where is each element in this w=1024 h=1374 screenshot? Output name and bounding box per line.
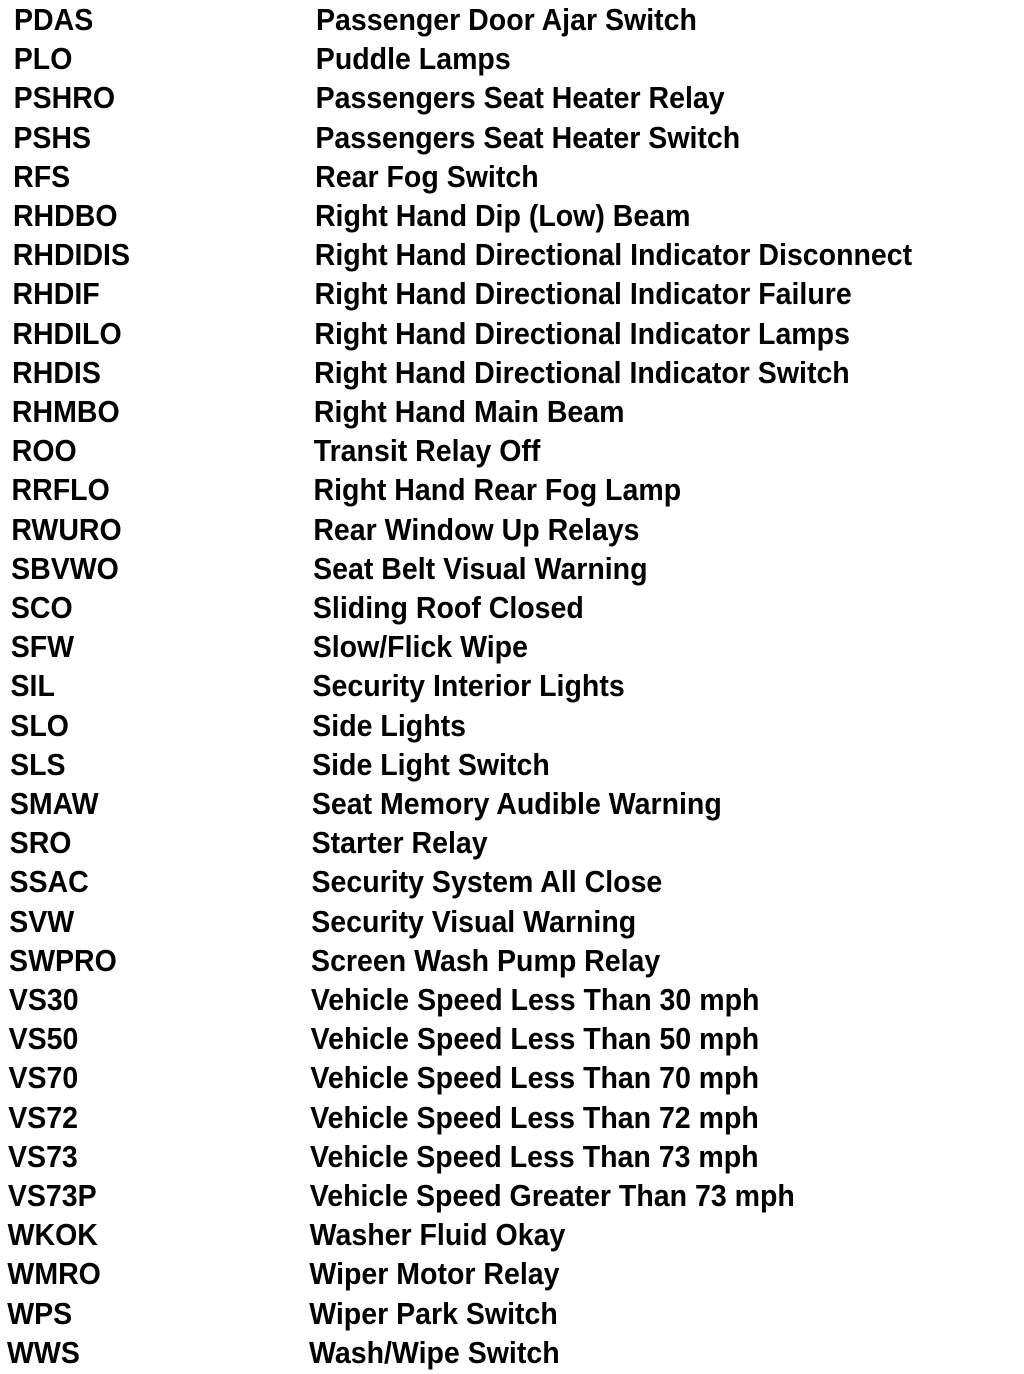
definition: Right Hand Directional Indicator Disconnect [314, 237, 913, 273]
definition: Transit Relay Off [313, 433, 541, 469]
definition: Screen Wash Pump Relay [311, 942, 661, 978]
abbreviation: SCO [10, 590, 73, 625]
abbreviation: PDAS [13, 2, 94, 37]
glossary-row [0, 510, 1024, 549]
glossary-row [0, 1176, 1024, 1215]
glossary-row [0, 314, 1024, 353]
glossary-row [0, 745, 1024, 784]
glossary-row [0, 941, 1024, 980]
abbreviation: RHDILO [12, 315, 122, 351]
definition: Slow/Flick Wipe [312, 629, 528, 665]
glossary-row [0, 549, 1024, 588]
abbreviation: VS70 [8, 1060, 79, 1096]
definition: Security System All Close [311, 864, 663, 900]
abbreviation: WKOK [7, 1217, 98, 1253]
abbreviation: VS50 [8, 1021, 79, 1057]
glossary-row [0, 588, 1024, 627]
glossary-row [0, 39, 1024, 78]
definition: Seat Memory Audible Warning [311, 786, 722, 821]
glossary-row [0, 706, 1024, 745]
definition: Passengers Seat Heater Relay [315, 80, 725, 116]
abbreviation: VS72 [8, 1099, 78, 1135]
definition: Vehicle Speed Less Than 30 mph [310, 982, 760, 1017]
glossary-row [0, 666, 1024, 705]
abbreviation: RHMBO [11, 394, 120, 429]
abbreviation: RRFLO [11, 472, 110, 508]
glossary-row [0, 235, 1024, 274]
definition: Side Lights [312, 707, 466, 743]
abbreviation: PLO [13, 41, 73, 77]
glossary-row [0, 862, 1024, 901]
glossary-row [0, 627, 1024, 666]
definition: Vehicle Speed Less Than 72 mph [310, 1099, 759, 1135]
definition: Rear Fog Switch [315, 158, 539, 194]
abbreviation: SFW [10, 629, 75, 665]
abbreviation: SIL [10, 668, 55, 704]
abbreviation: VS30 [8, 982, 79, 1017]
abbreviation: SBVWO [11, 550, 119, 586]
definition: Passengers Seat Heater Switch [315, 119, 741, 155]
glossary-row [0, 196, 1024, 235]
glossary-row [0, 1058, 1024, 1097]
definition: Right Hand Main Beam [313, 394, 625, 429]
glossary-row [0, 431, 1024, 470]
definition: Starter Relay [311, 825, 488, 861]
glossary-row [0, 392, 1024, 431]
definition: Washer Fluid Okay [309, 1217, 566, 1253]
abbreviation: WPS [7, 1295, 73, 1331]
abbreviation: RWURO [11, 511, 122, 547]
glossary-row [0, 1098, 1024, 1137]
abbreviation: RHDIF [12, 276, 100, 312]
glossary-row [0, 784, 1024, 823]
definition: Security Visual Warning [311, 903, 637, 939]
definition: Wash/Wipe Switch [308, 1334, 560, 1370]
abbreviation: SRO [9, 825, 72, 861]
abbreviation: RFS [13, 158, 71, 194]
definition: Vehicle Speed Less Than 50 mph [310, 1021, 760, 1057]
definition: Right Hand Directional Indicator Lamps [314, 315, 850, 351]
glossary-row [0, 1019, 1024, 1058]
glossary-row [0, 157, 1024, 196]
definition: Vehicle Speed Greater Than 73 mph [309, 1178, 795, 1213]
definition: Rear Window Up Relays [313, 511, 640, 547]
definition: Puddle Lamps [315, 41, 511, 77]
glossary-row [0, 78, 1024, 117]
abbreviation: PSHRO [13, 80, 116, 116]
glossary-row [0, 902, 1024, 941]
definition: Seat Belt Visual Warning [313, 550, 648, 586]
definition: Sliding Roof Closed [312, 590, 584, 625]
abbreviation: WMRO [7, 1256, 101, 1292]
abbreviation: SLO [10, 707, 69, 743]
definition: Wiper Motor Relay [309, 1256, 560, 1292]
definition: Wiper Park Switch [309, 1295, 558, 1331]
definition: Right Hand Directional Indicator Failure [314, 276, 852, 312]
glossary-row [0, 823, 1024, 862]
abbreviation: SMAW [9, 786, 99, 821]
definition: Right Hand Rear Fog Lamp [313, 472, 682, 508]
abbreviation: RHDIS [12, 354, 101, 390]
abbreviation: RHDBO [12, 198, 118, 233]
glossary-row [0, 353, 1024, 392]
abbreviation: ROO [11, 433, 77, 469]
glossary-row [0, 1294, 1024, 1333]
glossary-row [0, 980, 1024, 1019]
definition: Vehicle Speed Less Than 73 mph [310, 1138, 759, 1174]
glossary-row [0, 118, 1024, 157]
definition: Right Hand Directional Indicator Switch [314, 354, 850, 390]
glossary-row [0, 1254, 1024, 1293]
abbreviation: WWS [6, 1334, 80, 1370]
definition: Right Hand Dip (Low) Beam [314, 198, 691, 233]
glossary-row [0, 274, 1024, 313]
abbreviation: PSHS [13, 119, 92, 155]
abbreviation: SSAC [9, 864, 89, 900]
definition: Passenger Door Ajar Switch [315, 2, 697, 37]
definition: Side Light Switch [312, 746, 550, 782]
definition: Vehicle Speed Less Than 70 mph [310, 1060, 759, 1096]
glossary-row [0, 470, 1024, 509]
glossary-row [0, 1137, 1024, 1176]
abbreviation: SLS [10, 746, 66, 782]
abbreviation: RHDIDIS [12, 237, 131, 273]
glossary-row [0, 1215, 1024, 1254]
abbreviation: VS73P [7, 1178, 97, 1213]
definition: Security Interior Lights [312, 668, 625, 704]
glossary-row [0, 0, 1024, 39]
abbreviation: SVW [9, 903, 75, 939]
abbreviation: SWPRO [9, 942, 117, 978]
glossary-row [0, 1333, 1024, 1372]
abbreviation: VS73 [8, 1138, 78, 1174]
